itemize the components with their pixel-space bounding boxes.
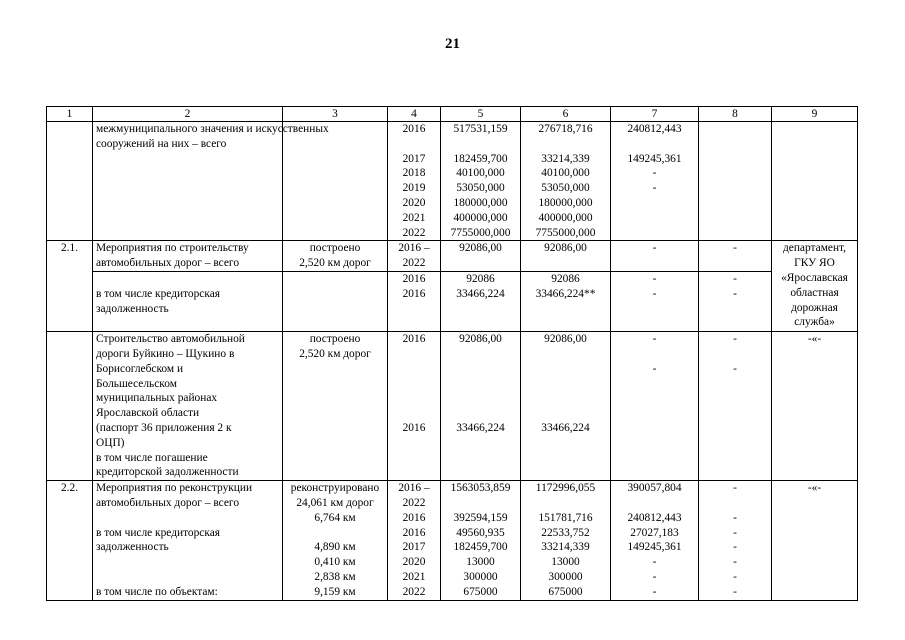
cell-line: 182459,700 <box>453 541 508 554</box>
header-cell: 8 <box>699 107 772 122</box>
cell-line: реконструировано <box>290 482 380 495</box>
cell-line: 2018 <box>402 167 426 180</box>
cell-line: ГКУ ЯО <box>794 257 835 270</box>
cell-line: 92086,00 <box>459 333 502 346</box>
cell-line: дорожная <box>791 301 838 314</box>
cell-line: муниципальных районах <box>96 392 218 405</box>
executor-cell: -«- <box>772 332 858 481</box>
cell-line: 49560,935 <box>456 526 505 539</box>
year-cell <box>388 332 441 481</box>
cell-line <box>614 137 695 152</box>
header-cell: 5 <box>441 107 521 122</box>
cell-line: 2019 <box>402 182 426 195</box>
cell-line: Строительство автомобильной <box>96 333 245 346</box>
cell-line <box>96 511 279 526</box>
cell-line <box>96 570 279 585</box>
cell-line: Мероприятия по реконструкции <box>96 482 253 495</box>
total-cell <box>441 481 521 600</box>
total-cell: 92086,00 <box>441 241 521 272</box>
cell-line: 240812,443 <box>627 123 682 135</box>
cell-line: 7755000,000 <box>535 226 596 239</box>
cell-line: 2022 <box>402 226 426 239</box>
cell-line: 2016 – <box>398 482 430 495</box>
cell-line: 13000 <box>466 556 495 569</box>
year-cell <box>388 122 441 241</box>
table-row <box>47 271 858 331</box>
cell-line: 2016 <box>402 272 426 285</box>
cell-line: 13000 <box>551 556 580 569</box>
total-cell <box>441 332 521 481</box>
cell-line: 2017 <box>402 152 426 165</box>
description-cell <box>93 481 283 600</box>
cell-line: 2022 <box>402 496 426 509</box>
cell-line: 400000,000 <box>538 211 593 224</box>
regional-budget-cell <box>521 122 611 241</box>
cell-line: в том числе кредиторская <box>96 526 221 539</box>
cell-line: 2,520 км дорог <box>299 347 371 360</box>
cell-line: 4,890 км <box>314 541 356 554</box>
cell-line: 149245,361 <box>627 541 682 554</box>
cell-line: в том числе погашение <box>96 451 208 464</box>
regional-budget-cell <box>521 332 611 481</box>
cell-line: 2016 <box>402 526 426 539</box>
cell-line: ОЦП) <box>96 436 125 449</box>
federal-budget-cell <box>611 271 699 331</box>
cell-line: задолженность <box>96 302 169 315</box>
cell-line: 180000,000 <box>453 196 508 209</box>
regional-budget-cell <box>521 481 611 600</box>
cell-line: 6,764 км <box>314 511 356 524</box>
header-cell: 2 <box>93 107 283 122</box>
cell-line: 7755000,000 <box>450 226 511 239</box>
cell-line: Борисоглебском и <box>96 362 184 375</box>
cell-line: 2020 <box>402 196 426 209</box>
cell-line: 675000 <box>463 585 498 598</box>
cell-line: 675000 <box>548 585 583 598</box>
cell-line: 24,061 км дорог <box>296 496 374 509</box>
cell-line: автомобильных дорог – всего <box>96 496 240 509</box>
cell-line: 390057,804 <box>627 482 682 495</box>
cell-line: - <box>652 556 657 569</box>
cell-line: 400000,000 <box>453 211 508 224</box>
page-number: 21 <box>445 36 460 52</box>
cell-line: 2021 <box>402 211 426 224</box>
federal-budget-cell <box>611 332 699 481</box>
cell-line: 149245,361 <box>627 152 682 165</box>
cell-line: - <box>733 482 737 495</box>
cell-line: - <box>652 182 657 195</box>
header-cell: 7 <box>611 107 699 122</box>
description-cell <box>93 241 283 272</box>
cell-line: в том числе по объектам: <box>96 585 218 598</box>
header-cell: 3 <box>283 107 388 122</box>
cell-line: 151781,716 <box>538 511 593 524</box>
cell-line: 2022 <box>402 585 426 598</box>
cell-line: 2,838 км <box>314 570 356 583</box>
cell-line: департамент, <box>782 242 847 255</box>
cell-line: 22533,752 <box>541 526 590 539</box>
header-cell: 4 <box>388 107 441 122</box>
row-number-cell <box>47 332 93 481</box>
cell-line: 300000 <box>463 570 498 583</box>
executor-cell: -«- <box>772 481 858 600</box>
cell-line: Мероприятия по строительству <box>96 242 249 255</box>
cell-line: дороги Буйкино – Щукино в <box>96 347 235 360</box>
year-cell <box>388 241 441 272</box>
indicator-cell <box>283 271 388 331</box>
cell-line: - <box>733 511 737 524</box>
cell-line: 2016 <box>402 511 426 524</box>
federal-budget-cell <box>611 481 699 600</box>
cell-line: 53050,000 <box>456 182 505 195</box>
cell-line: 92086 <box>551 272 580 285</box>
executor-cell <box>772 122 858 241</box>
cell-line: 9,159 км <box>314 585 356 598</box>
cell-line: кредиторской задолженности <box>96 466 239 479</box>
description-cell <box>93 332 283 481</box>
federal-budget-cell <box>611 122 699 241</box>
description-cell <box>93 271 283 331</box>
table-row <box>47 122 858 241</box>
cell-line <box>524 137 607 152</box>
cell-line: 2022 <box>402 257 426 270</box>
cell-line: - <box>733 362 737 375</box>
cell-line: - <box>652 570 657 583</box>
cell-line: 517531,159 <box>453 123 508 135</box>
cell-line: - <box>733 333 737 346</box>
table-row <box>47 481 858 600</box>
regional-budget-cell: 92086,00 <box>521 241 611 272</box>
program-table <box>46 106 858 601</box>
header-row <box>47 107 858 122</box>
indicator-cell <box>283 332 388 481</box>
cell-line <box>391 137 437 152</box>
row-number-cell: 2.2. <box>47 481 93 600</box>
cell-line: - <box>733 556 737 569</box>
cell-line: 392594,159 <box>453 511 508 524</box>
cell-line: 33466,224 <box>456 421 505 434</box>
cell-line: 33466,224** <box>535 287 596 300</box>
cell-line: 2016 – <box>398 242 430 255</box>
cell-line: Ярославской области <box>96 407 200 420</box>
other-funds-cell <box>699 122 772 241</box>
cell-line <box>286 526 384 541</box>
regional-budget-cell <box>521 271 611 331</box>
cell-line: 2016 <box>402 123 426 135</box>
cell-line: 2016 <box>402 421 426 434</box>
cell-line: 1563053,859 <box>450 482 511 495</box>
cell-line: (паспорт 36 приложения 2 к <box>96 421 232 434</box>
cell-line: построено <box>309 333 361 346</box>
cell-line: - <box>652 272 657 285</box>
cell-line: - <box>652 287 657 300</box>
header-cell: 6 <box>521 107 611 122</box>
cell-line: Большесельском <box>96 377 177 390</box>
cell-line: межмуниципального значения и искусственных <box>96 123 329 135</box>
other-funds-cell <box>699 332 772 481</box>
cell-line: 0,410 км <box>314 556 356 569</box>
cell-line <box>524 496 607 511</box>
cell-line: - <box>733 526 737 539</box>
cell-line: - <box>652 362 657 375</box>
cell-line: 182459,700 <box>453 152 508 165</box>
header-cell: 1 <box>47 107 93 122</box>
cell-line <box>444 496 517 511</box>
cell-line: 276718,716 <box>538 123 593 135</box>
cell-line: 2021 <box>402 570 426 583</box>
cell-line: 2016 <box>402 287 426 300</box>
cell-line: - <box>652 333 657 346</box>
row-number-cell: 2.1. <box>47 241 93 332</box>
description-cell <box>93 122 329 241</box>
cell-line: - <box>733 272 737 285</box>
cell-line: 2020 <box>402 556 426 569</box>
cell-line: сооружений на них – всего <box>96 137 227 150</box>
cell-line: в том числе кредиторская <box>96 287 221 300</box>
cell-line <box>702 496 768 511</box>
cell-line: - <box>733 287 737 300</box>
cell-line <box>96 555 279 570</box>
cell-line: 180000,000 <box>538 196 593 209</box>
cell-line: задолженность <box>96 541 169 554</box>
total-cell <box>441 271 521 331</box>
year-cell <box>388 481 441 600</box>
other-funds-cell <box>699 481 772 600</box>
cell-line: 92086 <box>466 272 495 285</box>
cell-line: служба» <box>794 316 835 329</box>
cell-line: 300000 <box>548 570 583 583</box>
cell-line: 2016 <box>402 333 426 346</box>
cell-line: - <box>652 585 657 598</box>
row-number-cell <box>47 122 93 241</box>
cell-line: 33214,339 <box>541 541 590 554</box>
cell-line: 40100,000 <box>456 167 505 180</box>
cell-line: 33214,339 <box>541 152 590 165</box>
cell-line: 40100,000 <box>541 167 590 180</box>
cell-line: 33466,224 <box>456 287 505 300</box>
cell-line: 2017 <box>402 541 426 554</box>
cell-line: 33466,224 <box>541 421 590 434</box>
indicator-cell <box>283 122 388 241</box>
table-row <box>47 332 858 481</box>
cell-line <box>444 137 517 152</box>
cell-line: 1172996,055 <box>535 482 596 495</box>
federal-budget-cell: - <box>611 241 699 272</box>
cell-line: 27027,183 <box>630 526 679 539</box>
cell-line: - <box>733 570 737 583</box>
total-cell <box>441 122 521 241</box>
cell-line: 53050,000 <box>541 182 590 195</box>
cell-line: построено <box>309 242 361 255</box>
indicator-cell <box>283 241 388 272</box>
cell-line: «Ярославская <box>781 271 848 284</box>
cell-line: - <box>733 585 737 598</box>
header-cell: 9 <box>772 107 858 122</box>
cell-line: 2,520 км дорог <box>299 257 371 270</box>
cell-line: - <box>652 167 657 180</box>
cell-line: областная <box>790 286 839 299</box>
table-row <box>47 241 858 272</box>
cell-line: 240812,443 <box>627 511 682 524</box>
cell-line: 92086,00 <box>544 333 587 346</box>
executor-cell <box>772 241 858 332</box>
year-cell <box>388 271 441 331</box>
other-funds-cell <box>699 271 772 331</box>
cell-line: - <box>733 541 737 554</box>
cell-line <box>614 496 695 511</box>
cell-line: автомобильных дорог – всего <box>96 257 240 270</box>
indicator-cell <box>283 481 388 600</box>
other-funds-cell: - <box>699 241 772 272</box>
